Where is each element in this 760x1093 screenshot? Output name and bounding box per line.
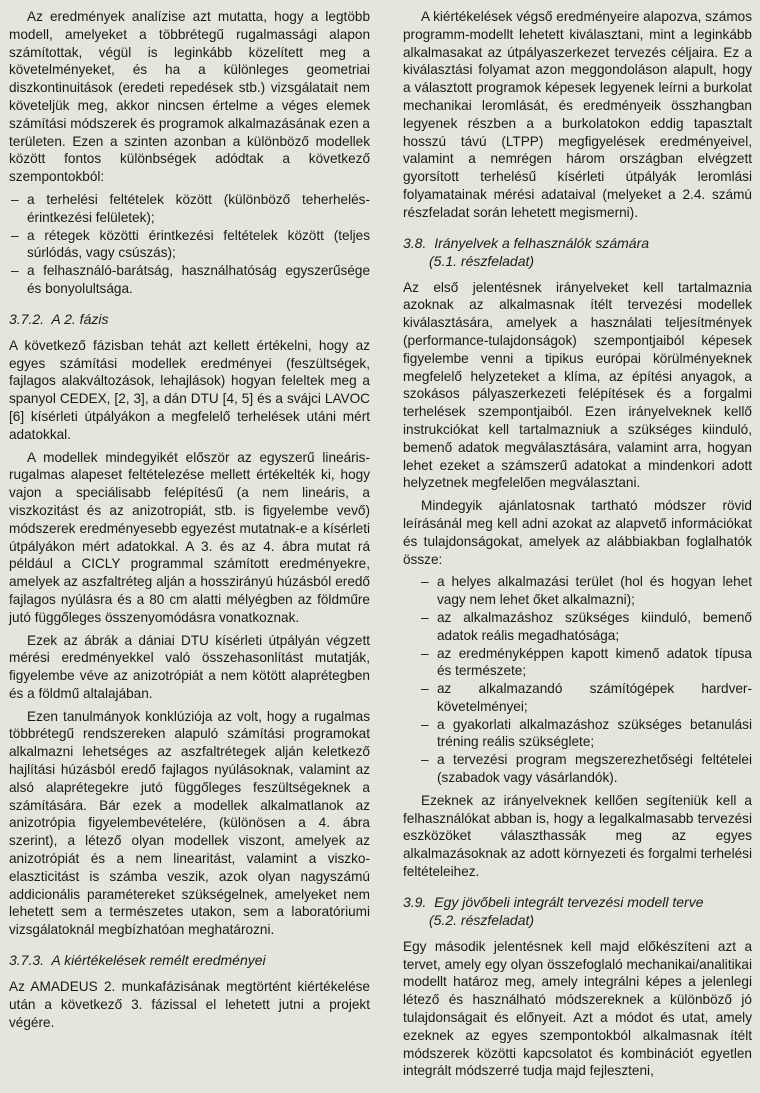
left-column: [9, 8, 370, 1036]
section-title: A 2. fázis: [51, 310, 109, 327]
right-column: [403, 8, 752, 1085]
paragraph: Az első jelentésnek irányelveket kell tartalmaznia azoknak az alkalmasnak ítélt tervezési modellek kiválasztására, amelyek a használati teljesítmények (performance-tulajdonságok) szempontjaiból képesek figyelembe venni a tipikus európai körülményeknek megfelelő helyzeteket a klíma, az építési anyagok, a szokásos pályaszerkezeti felépítések és a forgalmi terhelések szempontjaiból. Ezen irányelveknek kellő instrukciókat kell tartalmazniuk a szükséges kiinduló, bemenő adatok megválasztására, valamint arra, hogyan lehet ezeket a számszerű adatokat a mindenkori adott helyzetnek megfelelően megválasztani.: [403, 279, 752, 491]
list-item: – az eredményképpen kapott kimenő adatok típusa és természete;: [403, 645, 752, 681]
section-number: 3.7.3.: [9, 952, 45, 969]
paragraph: Az eredmények analízise azt mutatta, hogy a legtöbb modell, amelyeket a többrétegű rugalmassági alapon számítottak, végül is leginkább közelített meg a követelményeket, és ha a különleges geometriai diszkontinuitások (eredeti repedések stb.) vizsgálatait nem követeljük meg, akkor nincsen értelme a véges elemek számítási módszerek és programok alkalmazásának ezen a területen. Ezen a szinten azonban a különböző modellek között fontos különbségek adódtak a következő szempontokból:: [9, 9, 370, 185]
paragraph: Egy második jelentésnek kell majd előkészíteni azt a tervet, amely egy olyan összefoglaló mechanikai/analitikai modellt határoz meg, amely integrálni képes a jelenlegi létező és használható módszereknek a különböző jó tulajdonságait és előnyeit. Azt a módot és utat, amely ezeknek az egyes szempontokból alkalmasnak ítélt módszerek közötti kapcsolatot és kombinációt egyetlen integrált módszerré tudja majd fejleszteni,: [403, 938, 752, 1079]
list-item: – az alkalmazandó számítógépek hardver-követelményei;: [403, 680, 752, 716]
list-item: – a rétegek közötti érintkezési feltételek között (teljes súrlódás, vagy csúszás);: [9, 227, 370, 263]
section-number: 3.9.: [403, 893, 427, 910]
paragraph: A modellek mindegyikét először az egyszerű lineáris-rugalmas alapeset feltételezése mellett értékelték ki, hogy vajon a speciálisabb felépítésű (a nem lineáris, a viszkozitást és az anizotropiát, stb. is figyelembe vevő) módszerek eredményesebb egyezést mutatnak-e a kísérleti útpályákon mért adatokkal. A 3. és az 4. ábra mutat rá például a CICLY programmal számított eredményekre, amelyek az aszfaltréteg alján a hosszirányú húzásból eredő fajlagos nyúlásra és a 80 cm alatti mélyégben az földműre jutó függőleges összenyomódásra vonatkoznak.: [9, 449, 370, 625]
paragraph: A kiértékelések végső eredményeire alapozva, számos programm-modellt lehetett kiválasztani, mint a leginkább alkalmasakat az útpályaszerkezet tervezés céljaira. Ez a kiválasztási folyamat azon meggondoláson alapult, hogy a választott programok képesek legyenek leírni a burkolat mechanikai leromlását, és eredményeik összhangban legyenek részben a a burkolatokon eddig tapasztalt hosszú távú (LTPP) megfigyelések eredményeivel, valamint a nemrégen három országban elvégzett gyorsított terhelésű kísérleti útpályák leromlási folyamatainak mérési adataival (melyeket a 2.4. számú részfeladat során lehetett megismerni).: [403, 9, 752, 220]
bullet-list: [403, 573, 752, 787]
section-heading: [403, 234, 752, 270]
list-item: – a tervezési program megszerezhetőségi feltételei (szabadok vagy vásárlandók).: [403, 751, 752, 787]
list-item: – az alkalmazáshoz szükséges kiinduló, bemenő adatok reális megadhatósága;: [403, 609, 752, 645]
section-heading: [9, 310, 370, 328]
section-subtitle: (5.1. részfeladat): [429, 252, 535, 269]
paragraph: A következő fázisban tehát azt kellett értékelni, hogy az egyes számítási modellek eredményei (feszültségek, fajlagos alakváltozások, lehajlások) hogyan feleltek meg a spanyol CEDEX, [2, 3], a dán DTU [4, 5] és a svájci LAVOC [6] kísérleti útpályákon a megfelelő terhelések utáni mért adatokkal.: [9, 337, 370, 442]
section-heading: [9, 951, 370, 969]
section-number: 3.8.: [403, 234, 427, 251]
bullet-list: [9, 191, 370, 298]
section-heading: [403, 893, 752, 929]
paragraph: Mindegyik ajánlatosnak tartható módszer rövid leírásánál meg kell adni azokat az alapvető információkat és tulajdonságokat, amelyek az alábbiakban foglalhatók össze:: [403, 498, 752, 567]
section-number: 3.7.2.: [9, 310, 45, 327]
list-item: – a gyakorlati alkalmazáshoz szükséges betanulási tréning reális szükséglete;: [403, 716, 752, 752]
list-item: – a terhelési feltételek között (különböző teherhelés-érintkezési felületek);: [9, 191, 370, 227]
list-item: – a felhasználó-barátság, használhatóság egyszerűsége és bonyolultsága.: [9, 262, 370, 298]
paragraph: Ezen tanulmányok konklúziója az volt, hogy a rugalmas többrétegű rendszereken alapuló számítási programokat alkalmazni lehetséges az aszfaltrétegek alján keletkező hajlítási húzásból eredő fajlagos nyúlásoknak, valamint az alsó alaprétegekre jutó függőleges feszültségeknek a számítására. Bár ezek a modellek alkalmatlanok az anizotrópia figyelembevételére, (különösen a 4. ábra szerint), a létező olyan modellek viszont, amelyek az anizotrópiát és a nem linearitást, valamint a viszko-elaszticitást is számba veszik, azok olyan nagyszámú addicionális paramétereket szükségelnek, amelyeket nem lehetett sem a természetes utakon, sem a laboratóriumi vizsgálatoknál megbízhatóan meghatározni.: [9, 708, 370, 938]
paragraph: Ezek az ábrák a dániai DTU kísérleti útpályán végzett mérési eredményekkel való összehasonlítást mutatják, figyelembe véve az anizotrópiát a nem kötött alaprétegben és a földmű altalajában.: [9, 632, 370, 701]
list-item: – a helyes alkalmazási terület (hol és hogyan lehet vagy nem lehet őket alkalmazni);: [403, 573, 752, 609]
section-title: Egy jövőbeli integrált tervezési modell terve: [434, 893, 704, 910]
paragraph: Az AMADEUS 2. munkafázisának megtörtént kiértékelése után a következő 3. fázissal el lehetett jutni a projekt végére.: [9, 979, 370, 1030]
section-title: Irányelvek a felhasználók számára: [434, 234, 650, 251]
section-title: A kiértékelések remélt eredményei: [51, 952, 266, 969]
section-subtitle: (5.2. részfeladat): [429, 911, 535, 928]
paragraph: Ezeknek az irányelveknek kellően segíteniük kell a felhasználókat abban is, hogy a legalkalmasabb tervezési eszközöket választhassák meg az egyes alkalmazásoknak az adott környezeti és forgalmi terhelési feltételeihez.: [403, 792, 752, 880]
